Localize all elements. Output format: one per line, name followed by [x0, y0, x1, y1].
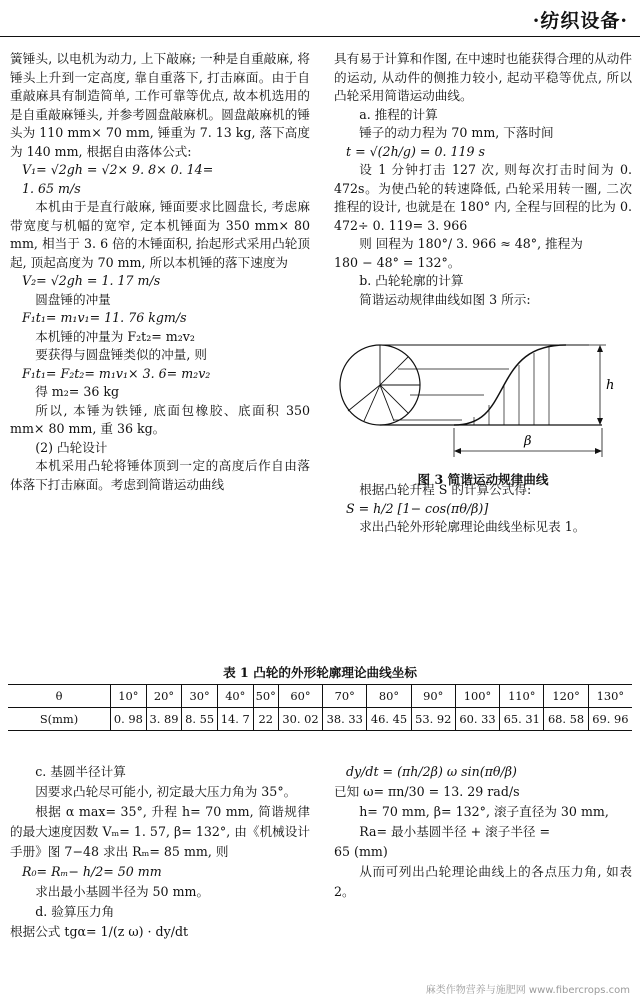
paragraph: 从而可列出凸轮理论曲线上的各点压力角, 如表 2。 [334, 864, 632, 899]
paragraph: b. 凸轮轮廓的计算 [359, 273, 464, 288]
table-header-cell: 70° [323, 685, 367, 708]
bottom-left-column [10, 762, 310, 942]
table-header-cell: θ [8, 685, 111, 708]
table-cell: S(mm) [8, 708, 111, 731]
paragraph: V₁= √2gh = √2× 9. 8× 0. 14= [22, 162, 214, 177]
table-cell: 22 [253, 708, 278, 731]
paragraph: 簧锤头, 以电机为动力, 上下敲麻; 一种是自重敲麻, 将锤头上升到一定高度, 靠自重落下, 打击麻面。由于自重敲麻具有制造简单, 工作可靠等优点, 故本机选用的是自重敲麻锤头, 并参考圆盘敲麻机。圆盘敲麻机的锤头为 110 mm× 70 mm, 锤重为 7. 13 kg, 落下高度为 140 mm, 根据自由落体公式: [10, 51, 310, 159]
beta-label: β [524, 434, 532, 449]
table-cell: 60. 33 [455, 708, 499, 731]
paragraph: R₀= Rₘ− h/2= 50 mm [22, 864, 162, 879]
paragraph: V₂= √2gh = 1. 17 m/s [22, 273, 161, 288]
table-header-cell: 80° [367, 685, 411, 708]
table-cell: 0. 98 [111, 708, 147, 731]
paragraph: d. 验算压力角 [35, 904, 115, 919]
bottom-right-column [334, 762, 632, 902]
paragraph: 圆盘锤的冲量 [35, 291, 111, 307]
table-title: 表 1 凸轮的外形轮廓理论曲线坐标 [223, 665, 417, 680]
table-header-cell: 110° [500, 685, 544, 708]
paragraph: 本机由于是直行敲麻, 锤面要求比圆盘长, 考虑麻带宽度与机幅的宽窄, 定本机锤面为 350 mm× 80 mm, 相当于 3. 6 倍的木锤面积, 抬起形式采用凸轮顶起, 顶起高度为 70 mm, 所以本机锤的落下速度为 [10, 199, 310, 270]
paragraph: 设 1 分钟打击 127 次, 则每次打击时间为 0. 472s。为使凸轮的转速降低, 凸轮采用转一圈, 二次推程的设计, 也就是在 180° 内, 全程与回程的比为 0. 472÷ 0. 119= 3. 966 [334, 162, 632, 233]
table-header-row [8, 685, 632, 708]
table-cell: 8. 55 [182, 708, 218, 731]
paragraph: 要获得与圆盘锤类似的冲量, 则 [35, 347, 207, 362]
header-rule [0, 36, 640, 37]
paragraph: 根据 α max= 35°, 升程 h= 70 mm, 简谐规律的最大速度因数 Vₘ= 1. 57, β= 132°, 由《机械设计手册》图 7−48 求出 Rₘ= 85 mm, 则 [10, 804, 310, 859]
paragraph: 根据凸轮升程 S 的计算公式得: [359, 482, 532, 497]
paragraph: 得 m₂= 36 kg [35, 384, 120, 399]
paragraph: 则 回程为 180°/ 3. 966 ≈ 48°, 推程为 [359, 236, 583, 251]
left-column [10, 50, 310, 494]
paragraph: 因要求凸轮尽可能小, 初定最大压力角为 35°。 [35, 784, 297, 799]
table-header-cell: 50° [253, 685, 278, 708]
figure-3 [334, 313, 632, 487]
table-cell: 68. 58 [544, 708, 588, 731]
table-header-cell: 30° [182, 685, 218, 708]
paragraph: 已知 ω= πn/30 = 13. 29 rad/s [334, 784, 520, 799]
paragraph: 65 (mm) [334, 844, 388, 859]
harmonic-motion-diagram [334, 313, 632, 463]
table-cell: 3. 89 [146, 708, 182, 731]
paragraph: t = √(2h/g) = 0. 119 s [346, 143, 485, 159]
paragraph: h= 70 mm, β= 132°, 滚子直径为 30 mm, [359, 804, 609, 819]
table-header-cell: 60° [278, 685, 322, 708]
table-header-cell: 10° [111, 685, 147, 708]
table-cell: 69. 96 [588, 708, 632, 731]
paragraph: 所以, 本锤为铁锤, 底面包橡胶、底面积 350 mm× 80 mm, 重 36 kg。 [10, 402, 310, 436]
paragraph: 简谐运动规律曲线如图 3 所示: [359, 291, 531, 307]
table-cell: 14. 7 [217, 708, 253, 731]
paragraph: 本机锤的冲量为 F₂t₂= m₂v₂ [35, 328, 195, 344]
table-header-cell: 40° [217, 685, 253, 708]
paragraph: 根据公式 tgα= 1/(z ω) · dy/dt [10, 924, 189, 939]
table-cell: 65. 31 [500, 708, 544, 731]
table-header-cell: 20° [146, 685, 182, 708]
paragraph: 1. 65 m/s [22, 180, 81, 196]
table-cell: 53. 92 [411, 708, 455, 731]
watermark: 麻类作物营养与施肥网 www.fibercrops.com [425, 985, 630, 996]
table-row [8, 708, 632, 731]
table-cell: 38. 33 [323, 708, 367, 731]
table-header-cell: 120° [544, 685, 588, 708]
paragraph: 具有易于计算和作图, 在中速时也能获得合理的从动件的运动, 从动件的侧推力较小, 起动平稳等优点, 所以凸轮采用简谐运动曲线。 [334, 51, 632, 103]
table-cell: 46. 45 [367, 708, 411, 731]
right-column [334, 50, 632, 537]
journal-header: ·纺织设备· [532, 10, 628, 32]
table-header-cell: 130° [588, 685, 632, 708]
paragraph: F₁t₁= F₂t₂= m₁v₁× 3. 6= m₂v₂ [22, 365, 211, 381]
table-header-cell: 100° [455, 685, 499, 708]
figure-caption: 图 3 简谐运动规律曲线 [417, 471, 549, 487]
paragraph: 锤子的动力程为 70 mm, 下落时间 [359, 125, 554, 140]
paragraph: 求出最小基圆半径为 50 mm。 [35, 884, 210, 899]
paragraph: Ra= 最小基圆半径 + 滚子半径 = [359, 824, 551, 839]
paragraph: 180 − 48° = 132°。 [334, 254, 461, 270]
table-header-cell: 90° [411, 685, 455, 708]
paragraph: c. 基圆半径计算 [35, 764, 126, 779]
paragraph: a. 推程的计算 [359, 106, 438, 122]
paragraph: F₁t₁= m₁v₁= 11. 76 kgm/s [22, 310, 187, 325]
paragraph: 本机采用凸轮将锤体顶到一定的高度后作自由落体落下打击麻面。考虑到简谐运动曲线 [10, 458, 310, 492]
h-label: h [606, 378, 615, 393]
paragraph: dy/dt = (πh/2β) ω sin(πθ/β) [346, 764, 517, 779]
cam-profile-table [8, 684, 632, 731]
paragraph: S = h/2 [1− cos(πθ/β)] [346, 500, 489, 516]
paragraph: (2) 凸轮设计 [35, 439, 108, 455]
paragraph: 求出凸轮外形轮廓理论曲线坐标见表 1。 [359, 519, 586, 534]
table-cell: 30. 02 [278, 708, 322, 731]
